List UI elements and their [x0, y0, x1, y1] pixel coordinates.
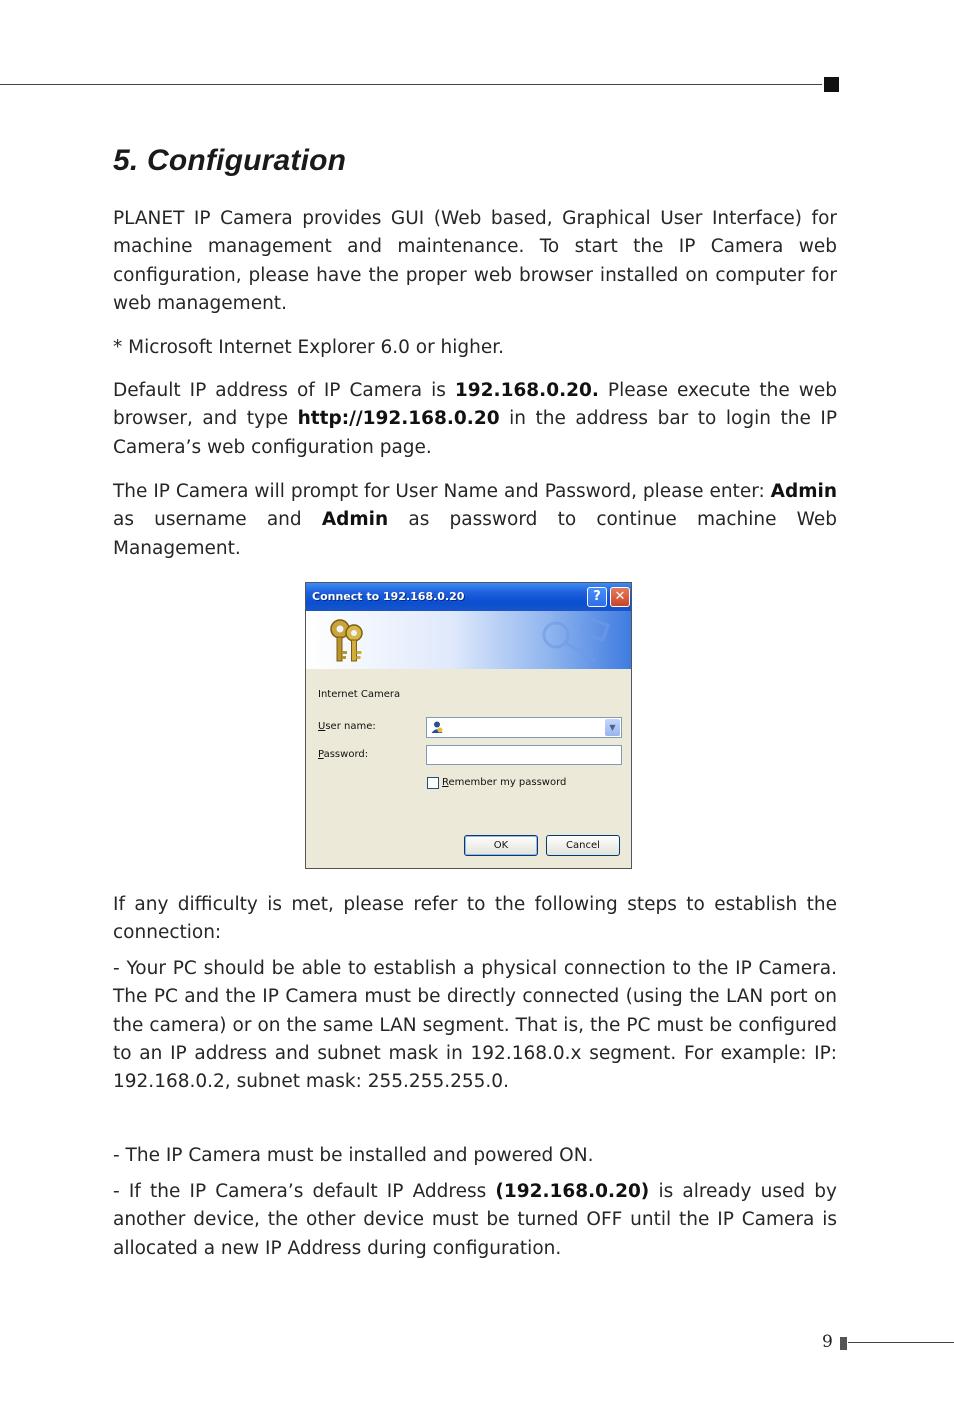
troubleshoot-step-power: - The IP Camera must be installed and powered ON. — [113, 1145, 594, 1166]
username-label: User name: — [318, 721, 376, 732]
section-title: 5. Configuration — [113, 144, 347, 177]
password-value: Admin — [321, 509, 389, 531]
remember-password-label[interactable]: Remember my password — [442, 777, 567, 788]
password-label: Password: — [318, 749, 369, 760]
keys-icon — [320, 615, 372, 667]
user-icon — [430, 720, 444, 734]
username-combobox[interactable] — [426, 717, 622, 738]
credentials-paragraph: The IP Camera will prompt for User Name and Password, please enter: Admin as username and Admin as password to continue machine Web Management. — [113, 481, 837, 559]
realm-label: Internet Camera — [318, 689, 401, 700]
help-button[interactable]: ? — [587, 587, 607, 607]
password-field[interactable] — [426, 745, 622, 765]
default-ip: 192.168.0.20. — [454, 380, 599, 401]
browser-requirement: * Microsoft Internet Explorer 6.0 or higher. — [113, 337, 505, 358]
banner-key-watermark-icon — [526, 617, 616, 665]
remember-password-checkbox[interactable] — [427, 777, 439, 789]
chevron-down-icon[interactable]: ▼ — [605, 719, 620, 736]
header-rule — [0, 84, 822, 85]
ok-button[interactable]: OK — [464, 835, 538, 856]
username-value: Admin — [770, 481, 837, 502]
dialog-banner — [306, 611, 631, 669]
close-button[interactable]: ✕ — [610, 587, 630, 607]
conflict-ip: (192.168.0.20) — [495, 1181, 650, 1202]
footer-rule — [848, 1342, 954, 1343]
default-ip-paragraph: Default IP address of IP Camera is 192.168.0.20. Please execute the web browser, and type http://192.168.0.20 in the address bar to login the IP Camera’s web configuration page. — [113, 380, 838, 458]
login-dialog-screenshot — [305, 582, 632, 869]
page-number: 9 — [822, 1332, 833, 1352]
cancel-button[interactable]: Cancel — [546, 835, 620, 856]
footer-square-marker — [840, 1337, 847, 1350]
intro-paragraph: PLANET IP Camera provides GUI (Web based, Graphical User Interface) for machine management and maintenance. To start the IP Camera web configuration, please have the proper web browser installed on computer for web management. — [113, 208, 837, 314]
login-url: http://192.168.0.20 — [297, 408, 500, 430]
dialog-title: Connect to 192.168.0.20 — [312, 590, 465, 603]
dialog-titlebar — [306, 583, 631, 611]
troubleshoot-intro: If any difficulty is met, please refer to the following steps to establish the connection: — [113, 894, 837, 944]
troubleshoot-step-connection: - Your PC should be able to establish a physical connection to the IP Camera. The PC and the IP Camera must be directly connected (using the LAN port on the camera) or on the same LAN segment. That is, the PC must be configured to an IP address and subnet mask in 192.168.0.x segment. For example: IP: 192.168.0.2, subnet mask: 255.255.255.0. — [113, 958, 837, 1093]
troubleshoot-step-ip-conflict: - If the IP Camera’s default IP Address (192.168.0.20) is already used by another device, the other device must be turned OFF until the IP Camera is allocated a new IP Address during configuration. — [113, 1181, 837, 1259]
header-square-marker — [824, 77, 839, 92]
